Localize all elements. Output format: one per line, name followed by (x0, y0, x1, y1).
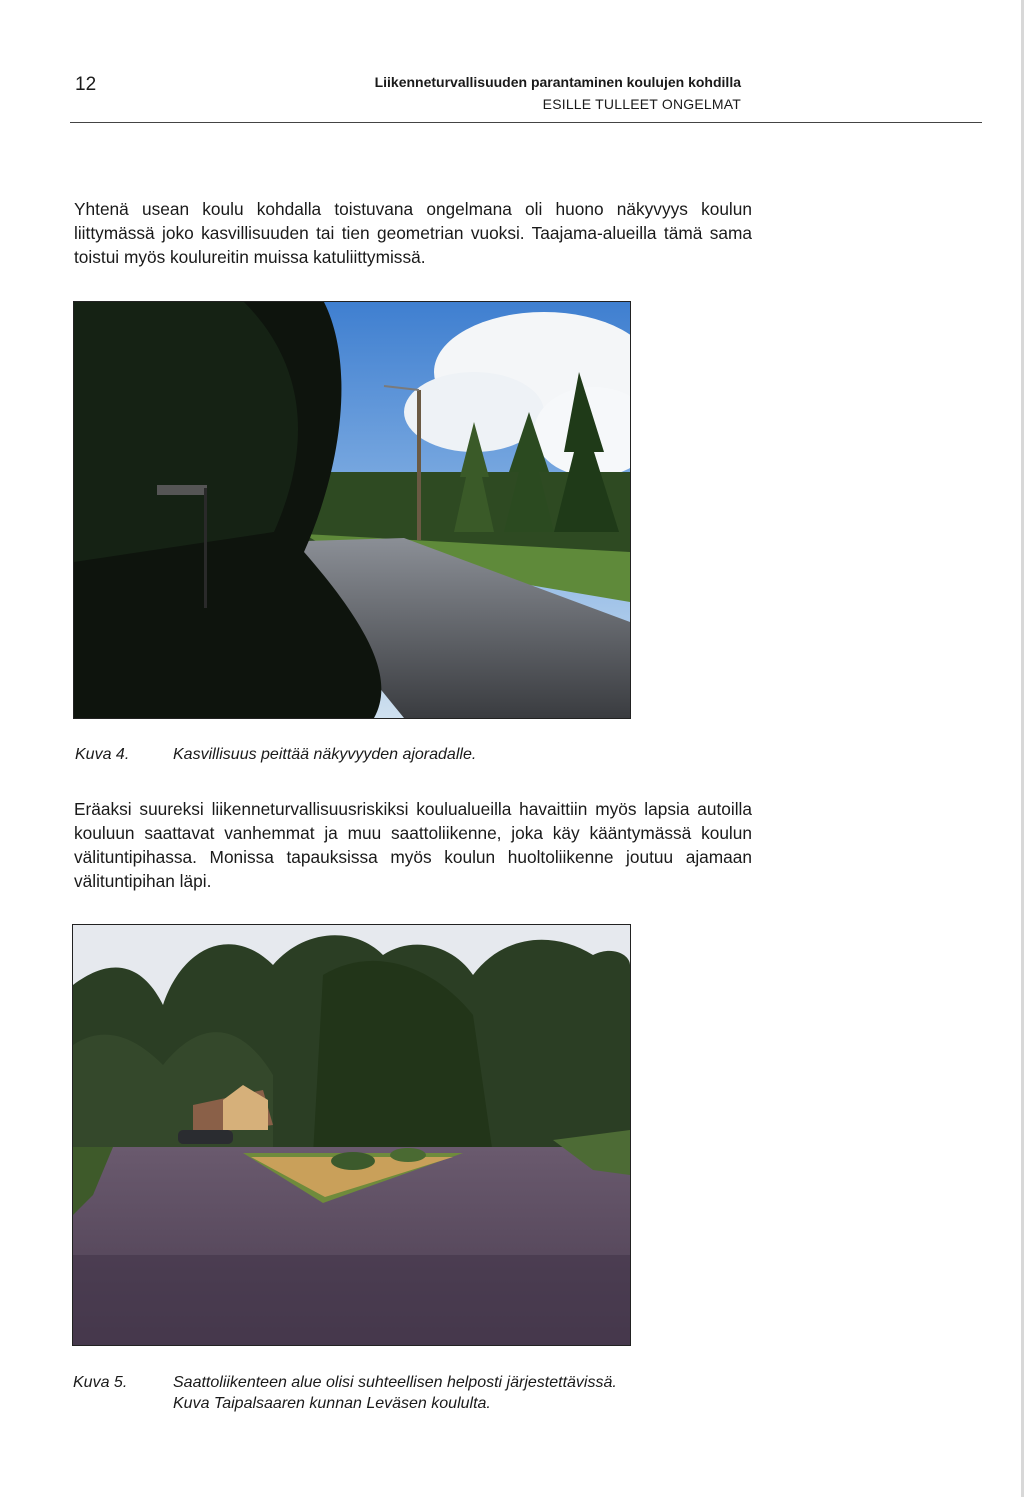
paragraph-2: Eräaksi suureksi liikenneturvallisuusriskiksi koulualueilla havaittiin myös lapsia autoilla kouluun saattavat vanhemmat ja muu saattoliikenne, joka käy kääntymässä koulun välituntipihassa. Monissa tapauksissa myös koulun huoltoliikenne joutuu ajamaan välituntipihan läpi. (74, 799, 752, 891)
header-rule (70, 122, 982, 123)
figure-5-label: Kuva 5. (73, 1374, 128, 1391)
document-title: Liikenneturvallisuuden parantaminen koulujen kohdilla (374, 74, 741, 90)
figure-4-text: Kasvillisuus peittää näkyvyyden ajoradalle. (173, 746, 477, 763)
photo-school-yard (72, 924, 631, 1346)
section-title: ESILLE TULLEET ONGELMAT (542, 96, 741, 112)
figure-5-text: Saattoliikenteen alue olisi suhteellisen helposti järjestettävissä. Kuva Taipalsaaren kunnan Leväsen koululta. (173, 1374, 617, 1412)
running-header (375, 71, 741, 115)
page-number: 12 (75, 74, 97, 95)
photo-road-vegetation (73, 301, 631, 719)
paragraph-1: Yhtenä usean koulu kohdalla toistuvana ongelmana oli huono näkyvyys koulun liittymässä joko kasvillisuuden tai tien geometrian vuoksi. Taajama-alueilla tämä sama toistui myös koulureitin muissa katuliittymissä. (74, 199, 752, 267)
figure-4-label: Kuva 4. (75, 746, 130, 763)
